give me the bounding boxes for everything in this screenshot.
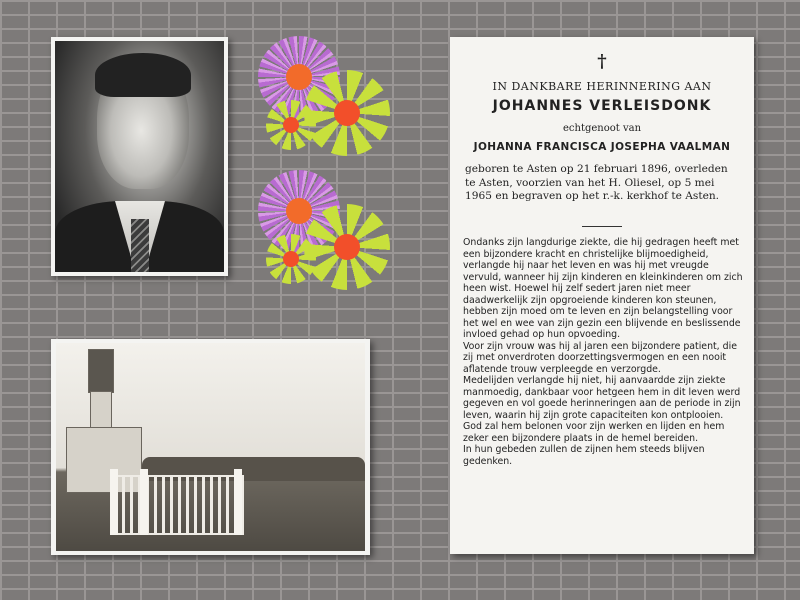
portrait-image <box>55 41 224 272</box>
memorial-paragraph: Ondanks zijn langdurige ziekte, die hij gedragen heeft met een bijzondere kracht en christelijke blijmoedigheid, verlangde hij naar het leven en was hij met vreugde vervuld, wanneer hij zijn kinderen en kleinkinderen om zich heen wist. Hoewel hij zelf sedert jaren niet meer daadwerkelijk zijn opgroeiende kinderen kon steunen, hebben zijn moed om te leven en zijn belangstelling voor het wel en wee van zijn gezin een blijvende en beslissende invloed gehad op hun opvoeding. <box>463 237 743 340</box>
flower-icon <box>266 234 316 284</box>
deceased-name: JOHANNES VERLEISDONK <box>492 98 712 114</box>
memorial-paragraph: In hun gebeden zullen de zijnen hem steeds blijven gedenken. <box>463 444 705 467</box>
memorial-paragraph: God zal hem belonen voor zijn werken en lijden en hem zeker een bijzondere plaats in de hemel bereiden. <box>463 421 725 444</box>
memorial-text <box>463 237 743 467</box>
flower-icon <box>304 204 390 290</box>
spouse-name: JOHANNA FRANCISCA JOSEPHA VAALMAN <box>473 141 731 153</box>
memorial-card <box>450 37 754 554</box>
memorial-paragraph: Voor zijn vrouw was hij al jaren een bijzondere patient, die zij met onverdroten doorzettingsvermogen en een nooit aflatende trouw verpleegde en verzorgde. <box>463 340 737 375</box>
biography-text: geboren te Asten op 21 februari 1896, overleden te Asten, voorzien van het H. Oliesel, op 5 mei 1965 en begraven op het r.-k. kerkhof te Asten. <box>465 163 728 202</box>
flower-icon <box>266 100 316 150</box>
flower-icon <box>304 70 390 156</box>
church-photo <box>51 339 370 555</box>
memorial-paragraph: Medelijden verlangde hij niet, hij aanvaardde zijn ziekte manmoedig, dankbaar voor hetgeen hem in dit leven werd gegeven en vol goede herinneringen aan de periode in zijn leven, waarin hij zijn grote capaciteiten kon ontplooien. <box>463 375 741 421</box>
divider <box>582 226 622 227</box>
church-image <box>56 343 365 551</box>
portrait-photo <box>51 37 228 276</box>
cross-icon: † <box>597 51 607 72</box>
spouse-label: echtgenoot van <box>562 123 642 134</box>
card-heading: IN DANKBARE HERINNERING AAN <box>492 80 712 93</box>
